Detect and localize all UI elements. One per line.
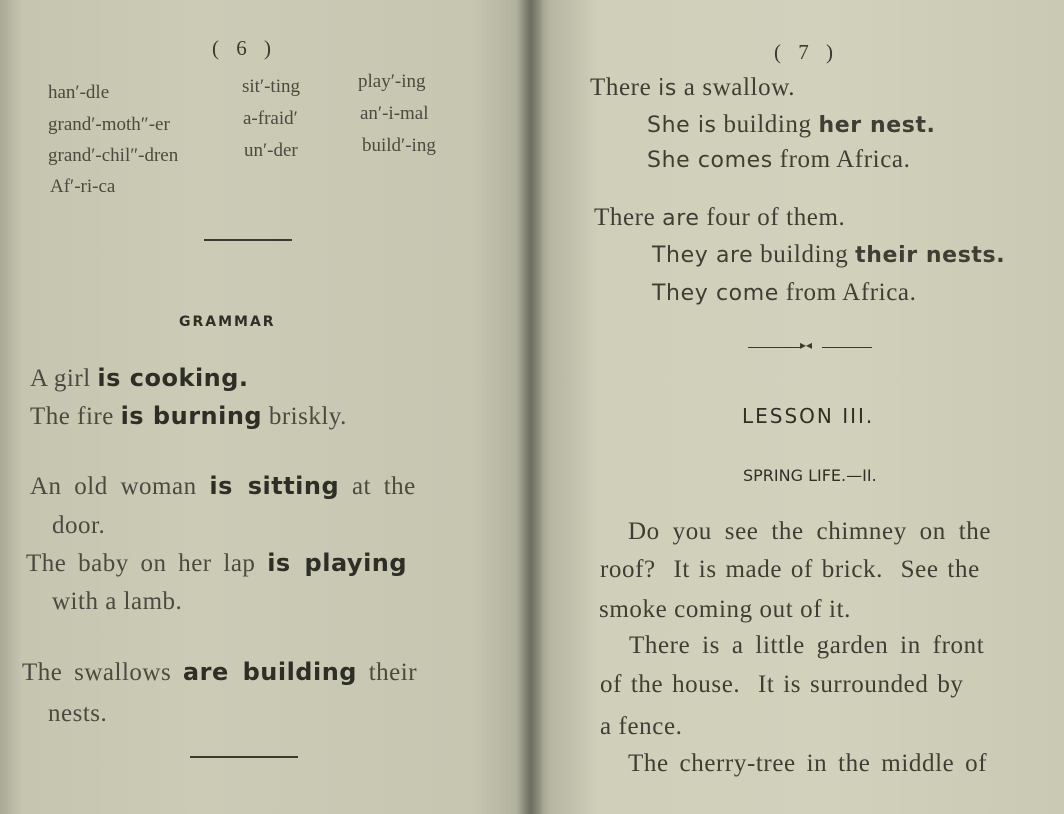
vocab-word: grand′-chil″-dren: [48, 145, 179, 166]
page-number-left: ( 6 ): [212, 36, 277, 60]
ornament-center: ▸◂: [800, 338, 813, 352]
grammar-sentence-continued: door.: [52, 512, 106, 539]
vocab-word: un′-der: [244, 140, 298, 161]
grammar-sentence-continued: nests.: [48, 700, 108, 727]
grammar-sentence: The swallows are building their: [22, 658, 418, 686]
text-line: She is building her nest.: [647, 111, 936, 138]
text-line: There are four of them.: [594, 204, 846, 231]
text-line: They come from Africa.: [652, 279, 917, 306]
body-line: The cherry-tree in the middle of: [628, 750, 988, 777]
vocab-word: play′-ing: [358, 71, 426, 92]
text-line: There is a swallow.: [590, 74, 796, 101]
vocab-word: sit′-ting: [242, 76, 300, 97]
ornament-line: [748, 347, 800, 348]
body-line: smoke coming out of it.: [599, 596, 851, 623]
body-line: a fence.: [600, 713, 683, 740]
divider-rule: [190, 756, 298, 758]
book-gutter: [518, 0, 544, 814]
body-line: roof? It is made of brick. See the: [600, 556, 980, 583]
divider-rule: [204, 239, 292, 241]
vocab-word: Af′-ri-ca: [50, 176, 116, 197]
grammar-heading: GRAMMAR: [179, 314, 276, 330]
body-line: of the house. It is surrounded by: [600, 671, 964, 698]
lesson-title: LESSON III.: [742, 404, 875, 428]
text-line: She comes from Africa.: [647, 146, 911, 173]
vocab-word: a-fraid′: [243, 108, 298, 129]
grammar-sentence: The fire is burning briskly.: [30, 402, 347, 430]
text-line: They are building their nests.: [652, 241, 1006, 268]
body-line: There is a little garden in front: [629, 632, 985, 659]
lesson-subtitle: SPRING LIFE.—II.: [743, 466, 877, 485]
grammar-sentence: An old woman is sitting at the: [30, 472, 416, 500]
right-page: [530, 0, 1064, 814]
grammar-sentence: A girl is cooking.: [30, 364, 249, 392]
page-number-right: ( 7 ): [774, 40, 839, 64]
vocab-word: han′-dle: [48, 82, 110, 103]
grammar-sentence: The baby on her lap is playing: [26, 549, 408, 577]
vocab-word: build′-ing: [362, 135, 436, 156]
vocab-word: grand′-moth″-er: [48, 114, 170, 135]
ornament-line: [822, 347, 872, 348]
ornament-divider: [748, 338, 872, 352]
left-page: [0, 0, 530, 814]
body-line: Do you see the chimney on the: [628, 518, 992, 545]
vocab-word: an′-i-mal: [360, 103, 429, 124]
grammar-sentence-continued: with a lamb.: [52, 588, 183, 615]
